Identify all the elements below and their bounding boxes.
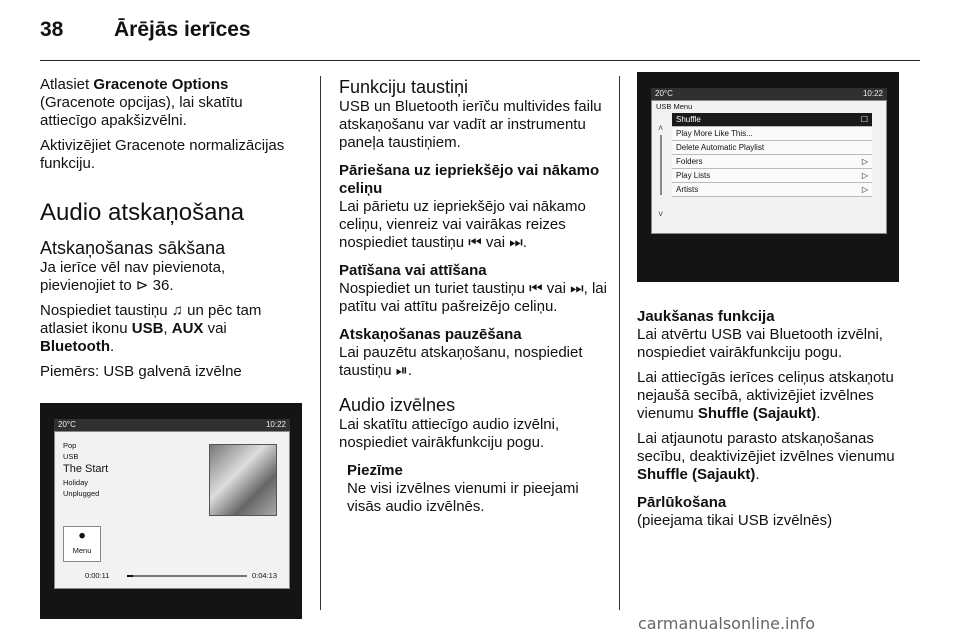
status-bar: 20°C 10:22 xyxy=(54,419,290,431)
scroll-down-icon[interactable]: ˅ xyxy=(658,209,664,219)
menu-item[interactable]: Folders ▷ xyxy=(672,155,872,169)
column-2 xyxy=(339,76,614,516)
note-text: Ne visi izvēlnes vienumi ir pieejami visās audio izvēlnēs. xyxy=(347,480,579,515)
page-number: 38 xyxy=(40,18,64,41)
chapter-title: Ārējās ierīces xyxy=(114,18,251,41)
paragraph: Aktivizējiet Gracenote normalizācijas funkciju. xyxy=(40,137,285,172)
list-item: The Start xyxy=(63,463,109,475)
paragraph: Lai pauzētu atskaņošanu, nospiediet taustiņu ⏯. xyxy=(339,344,583,379)
menu-item[interactable]: Play More Like This... xyxy=(672,127,872,141)
paragraph: Lai attiecīgās ierīces celiņus atskaņotu nejaušā secībā, aktivizējiet izvēlnes vienumu Shuffle (Sajaukt). xyxy=(637,369,894,422)
list-item: Unplugged xyxy=(63,489,100,498)
screen-panel xyxy=(651,100,887,234)
menu-item[interactable]: Play Lists ▷ xyxy=(672,169,872,183)
screen-panel: Pop USB The Start Holiday Unplugged ⚫ Menu 0:00:11 0:04:13 xyxy=(54,431,290,589)
media-list xyxy=(63,440,173,499)
album-art xyxy=(209,444,277,516)
list-item: USB xyxy=(63,452,79,461)
paragraph: Lai skatītu attiecīgo audio izvēlni, nospiediet vairākfunkciju pogu. xyxy=(339,416,560,451)
paragraph: USB un Bluetooth ierīču multivides failu atskaņošanu var vadīt ar instrumentu paneļa taustiņiem. xyxy=(339,98,602,151)
scrollbar[interactable] xyxy=(660,135,662,195)
section-heading: Funkciju taustiņi xyxy=(339,77,469,97)
chevron-right-icon: ▷ xyxy=(861,171,868,180)
paragraph: Ja ierīce vēl nav pievienota, pievienojiet to ⊳ 36. xyxy=(40,259,226,294)
column-1 xyxy=(40,76,300,619)
column-3 xyxy=(637,76,919,537)
menu-button[interactable]: ⚫ Menu xyxy=(63,526,101,562)
header-rule xyxy=(40,60,920,61)
checkbox-icon: ☐ xyxy=(860,115,868,124)
menu-title: USB Menu xyxy=(656,102,693,111)
subsection-heading: Atskaņošanas sākšana xyxy=(40,238,226,258)
paragraph: Atlasiet Gracenote Options (Gracenote opcijas), lai skatītu attiecīgo apakšizvēlni. xyxy=(40,76,243,129)
chevron-right-icon: ▷ xyxy=(861,185,868,194)
menu-item[interactable]: Shuffle ☐ xyxy=(672,113,872,127)
subheading: Patīšana vai attīšana xyxy=(339,262,487,279)
menu-icon: ⚫ xyxy=(76,529,88,543)
menu-item[interactable]: Delete Automatic Playlist xyxy=(672,141,872,155)
progress-fill xyxy=(127,575,133,577)
progress-bar xyxy=(127,575,247,577)
paragraph: Lai pārietu uz iepriekšējo vai nākamo celiņu, vienreiz vai vairākas reizes nospiediet taustiņu ⏮ vai ⏭. xyxy=(339,198,586,251)
caption: Piemērs: USB galvenā izvēlne xyxy=(40,363,242,380)
paragraph: (pieejama tikai USB izvēlnēs) xyxy=(637,512,833,529)
paragraph: Nospiediet taustiņu ♫ un pēc tam atlasiet ikonu USB, AUX vai Bluetooth. xyxy=(40,302,262,355)
scroll-up-icon[interactable]: ˄ xyxy=(658,123,664,133)
section-heading: Audio atskaņošana xyxy=(40,199,245,226)
paragraph: Lai atvērtu USB vai Bluetooth izvēlni, nospiediet vairākfunkciju pogu. xyxy=(637,326,883,361)
note-block xyxy=(347,462,614,516)
page-header xyxy=(40,18,251,42)
status-bar: 20°C 10:22 xyxy=(651,88,887,100)
list-item: Pop xyxy=(63,441,77,450)
note-title: Piezīme xyxy=(347,462,403,479)
menu-item[interactable]: Artists ▷ xyxy=(672,183,872,197)
watermark: carmanualsonline.info xyxy=(638,614,816,633)
section-heading: Audio izvēlnes xyxy=(339,395,456,415)
subheading: Pārlūkošana xyxy=(637,494,727,511)
usb-main-menu-screenshot xyxy=(40,403,302,619)
list-item: Holiday xyxy=(63,478,89,487)
column-divider xyxy=(619,76,620,610)
chevron-right-icon: ▷ xyxy=(861,157,868,166)
subheading: Pāriešana uz iepriekšējo vai nākamo celiņu xyxy=(339,162,600,197)
usb-menu-screenshot xyxy=(637,72,899,282)
column-divider xyxy=(320,76,321,610)
paragraph: Lai atjaunotu parasto atskaņošanas secību, deaktivizējiet izvēlnes vienumu Shuffle (Sajaukt). xyxy=(637,430,895,483)
subheading: Atskaņošanas pauzēšana xyxy=(339,326,522,343)
paragraph: Nospiediet un turiet taustiņu ⏮ vai ⏭, lai patītu vai attītu pašreizējo celiņu. xyxy=(339,280,607,315)
subheading: Jaukšanas funkcija xyxy=(637,308,775,325)
